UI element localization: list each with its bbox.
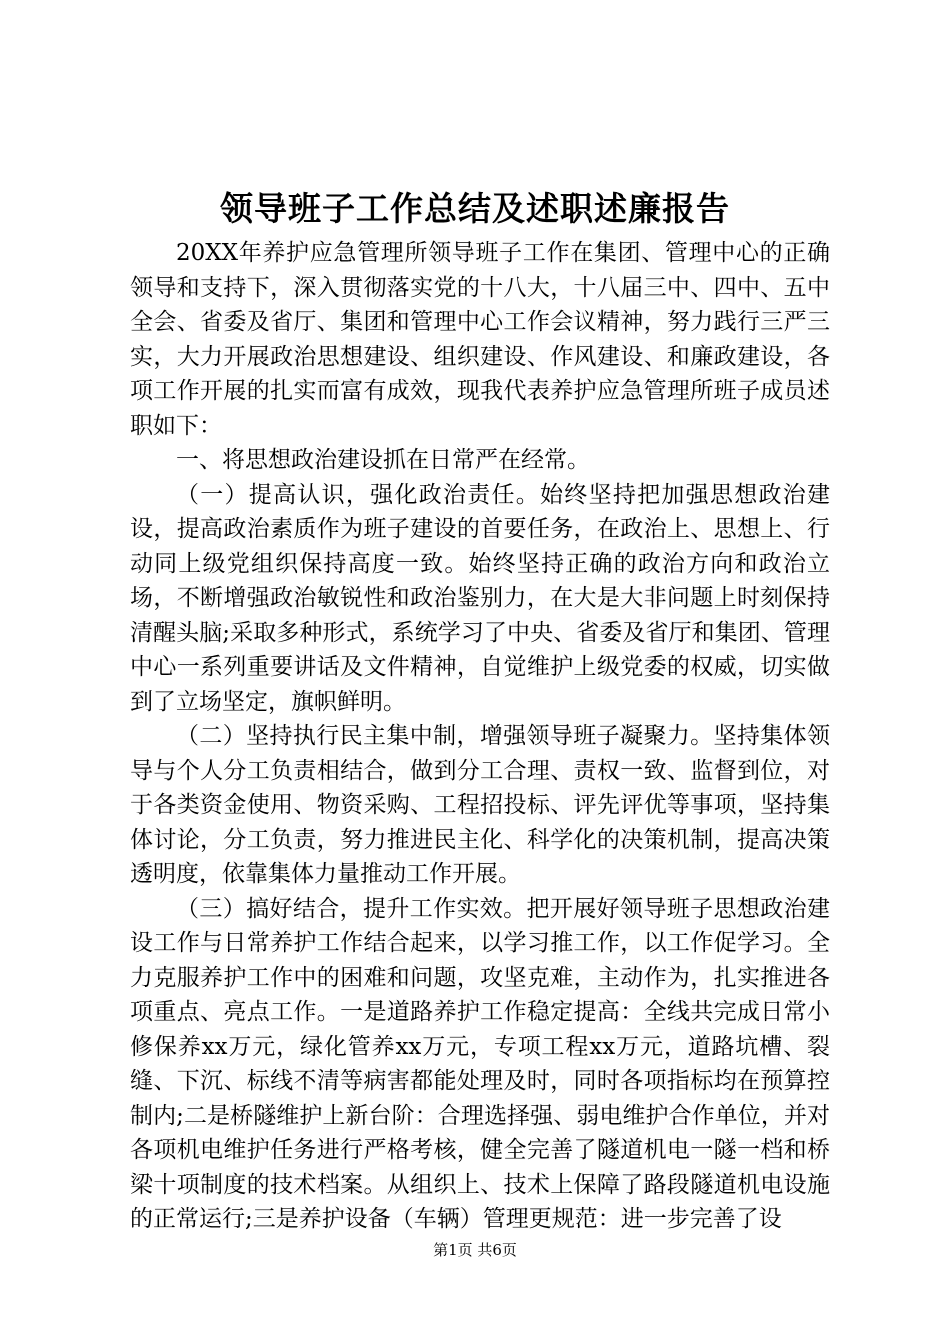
page-footer: 第1页 共6页 [433, 1241, 517, 1259]
paragraph-subsection-2: （二）坚持执行民主集中制，增强领导班子凝聚力。坚持集体领导与个人分工负责相结合，做到分工合理、责权一致、监督到位，对于各类资金使用、物资采购、工程招投标、评先评优等事项，坚持集体讨论，分工负责，努力推进民主化、科学化的决策机制，提高决策透明度，依靠集体力量推动工作开展。 [130, 723, 830, 887]
paragraph-subsection-3: （三）搞好结合，提升工作实效。把开展好领导班子思想政治建设工作与日常养护工作结合起来，以学习推工作，以工作促学习。全力克服养护工作中的困难和问题，攻坚克难，主动作为，扎实推进各项重点、亮点工作。一是道路养护工作稳定提高：全线共完成日常小修保养xx万元，绿化管养xx万元，专项工程xx万元，道路坑槽、裂缝、下沉、标线不清等病害都能处理及时，同时各项指标均在预算控制内;二是桥隧维护上新台阶：合理选择强、弱电维护合作单位，并对各项机电维护任务进行严格考核，健全完善了隧道机电一隧一档和桥梁十项制度的技术档案。从组织上、技术上保障了路段隧道机电设施的正常运行;三是养护设备（车辆）管理更规范：进一步完善了设 [130, 895, 830, 1232]
paragraph-intro: 20XX年养护应急管理所领导班子工作在集团、管理中心的正确领导和支持下，深入贯彻落实党的十八大，十八届三中、四中、五中全会、省委及省厅、集团和管理中心工作会议精神，努力践行三严三实，大力开展政治思想建设、组织建设、作风建设、和廉政建设，各项工作开展的扎实而富有成效，现我代表养护应急管理所班子成员述职如下： [130, 240, 830, 439]
document-body [130, 236, 830, 1237]
document-title: 领导班子工作总结及述职述廉报告 [220, 189, 730, 228]
paragraph-subsection-1: （一）提高认识，强化政治责任。始终坚持把加强思想政治建设，提高政治素质作为班子建设的首要任务，在政治上、思想上、行动同上级党组织保持高度一致。始终坚持正确的政治方向和政治立场，不断增强政治敏锐性和政治鉴别力，在大是大非问题上时刻保持清醒头脑;采取多种形式，系统学习了中央、省委及省厅和集团、管理中心一系列重要讲话及文件精神，自觉维护上级党委的权威，切实做到了立场坚定，旗帜鲜明。 [130, 481, 830, 715]
section-heading-1: 一、将思想政治建设抓在日常严在经常。 [176, 447, 590, 473]
